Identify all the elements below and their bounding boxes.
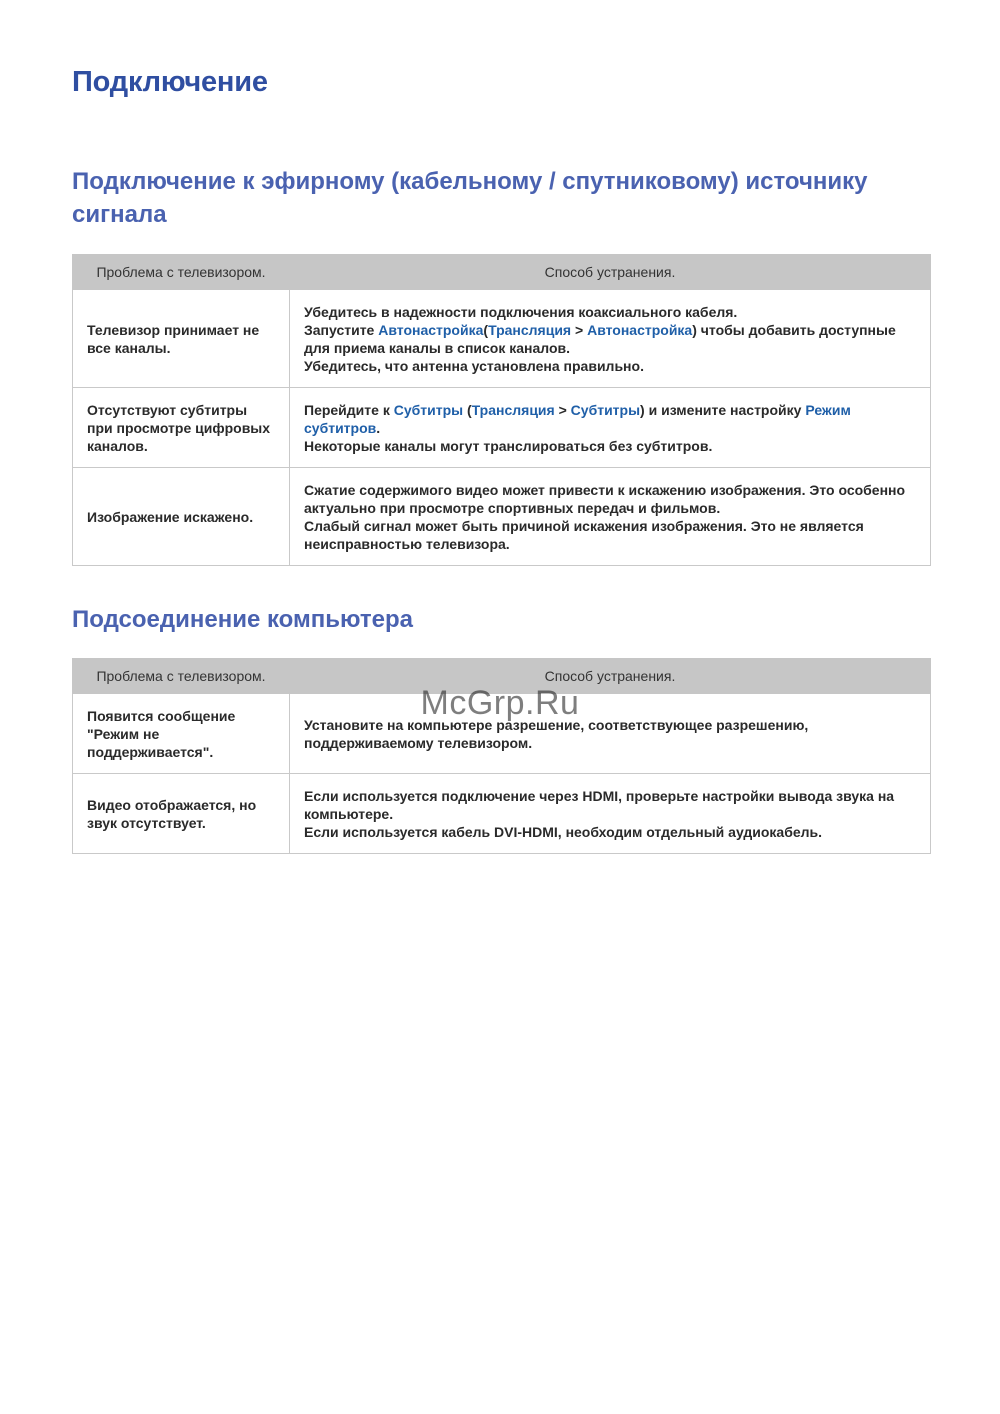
column-header-solution: Способ устранения. bbox=[290, 659, 931, 694]
table-row bbox=[73, 468, 931, 566]
solution-text: Запустите bbox=[304, 321, 379, 338]
table-row bbox=[73, 388, 931, 468]
solution-line bbox=[304, 321, 916, 357]
menu-link-broadcasting[interactable]: Трансляция bbox=[488, 321, 572, 338]
solution-line bbox=[304, 401, 916, 437]
problem-cell: Изображение искажено. bbox=[73, 468, 290, 566]
solution-text: > bbox=[571, 321, 588, 338]
menu-link-subtitles[interactable]: Субтитры bbox=[393, 401, 464, 418]
solution-line: Сжатие содержимого видео может привести к искажению изображения. Это особенно актуально при просмотре спортивных передач и фильмов. bbox=[304, 481, 906, 516]
problem-cell: Видео отображается, но звук отсутствует. bbox=[73, 774, 290, 854]
page-title: Подключение bbox=[72, 66, 268, 98]
table-row bbox=[73, 694, 931, 774]
solution-text: ) и измените настройку bbox=[640, 401, 806, 418]
solution-line: Убедитесь в надежности подключения коаксиального кабеля. bbox=[304, 303, 738, 320]
table-row bbox=[73, 774, 931, 854]
solution-line: Некоторые каналы могут транслироваться без субтитров. bbox=[304, 437, 713, 454]
solution-text: ) чтобы добавить доступные для приема каналы в список каналов. bbox=[304, 321, 896, 356]
solution-line: Слабый сигнал может быть причиной искажения изображения. Это не является неисправностью телевизора. bbox=[304, 517, 864, 552]
menu-link-subtitle-mode[interactable]: Режим субтитров bbox=[304, 401, 851, 436]
troubleshooting-table-broadcast bbox=[72, 254, 931, 566]
solution-text: ( bbox=[483, 321, 489, 338]
solution-line: Если используется кабель DVI-HDMI, необходим отдельный аудиокабель. bbox=[304, 823, 823, 840]
menu-link-autotuning[interactable]: Автонастройка bbox=[587, 321, 693, 338]
solution-cell bbox=[290, 290, 931, 388]
column-header-solution: Способ устранения. bbox=[290, 255, 931, 290]
watermark: McGrp.Ru bbox=[420, 684, 580, 722]
column-header-problem: Проблема с телевизором. bbox=[73, 659, 290, 694]
problem-cell: Отсутствуют субтитры при просмотре цифровых каналов. bbox=[73, 388, 290, 468]
problem-cell: Телевизор принимает не все каналы. bbox=[73, 290, 290, 388]
table-header-row bbox=[73, 255, 931, 290]
menu-link-subtitles[interactable]: Субтитры bbox=[570, 401, 641, 418]
solution-cell bbox=[290, 774, 931, 854]
table-header-row bbox=[73, 659, 931, 694]
troubleshooting-table-computer bbox=[72, 658, 931, 854]
solution-text: . bbox=[376, 419, 381, 436]
solution-line: Если используется подключение через HDMI, проверьте настройки вывода звука на компьютере. bbox=[304, 787, 895, 822]
column-header-problem: Проблема с телевизором. bbox=[73, 255, 290, 290]
section-title-broadcast: Подключение к эфирному (кабельному / спутниковому) источнику сигнала bbox=[72, 168, 868, 228]
menu-link-broadcasting[interactable]: Трансляция bbox=[471, 401, 555, 418]
solution-text: > bbox=[554, 401, 571, 418]
solution-text: ( bbox=[463, 401, 472, 418]
solution-cell bbox=[290, 468, 931, 566]
menu-link-autotuning[interactable]: Автонастройка bbox=[378, 321, 484, 338]
solution-text: Перейдите к bbox=[304, 401, 394, 418]
problem-cell: Появится сообщение "Режим не поддерживается". bbox=[73, 694, 290, 774]
solution-cell bbox=[290, 388, 931, 468]
solution-line: Убедитесь, что антенна установлена правильно. bbox=[304, 357, 644, 374]
table-row bbox=[73, 290, 931, 388]
solution-line: Установите на компьютере разрешение, соответствующее разрешению, поддерживаемому телевизором. bbox=[304, 716, 809, 751]
section-title-computer: Подсоединение компьютера bbox=[72, 606, 414, 633]
solution-cell bbox=[290, 694, 931, 774]
